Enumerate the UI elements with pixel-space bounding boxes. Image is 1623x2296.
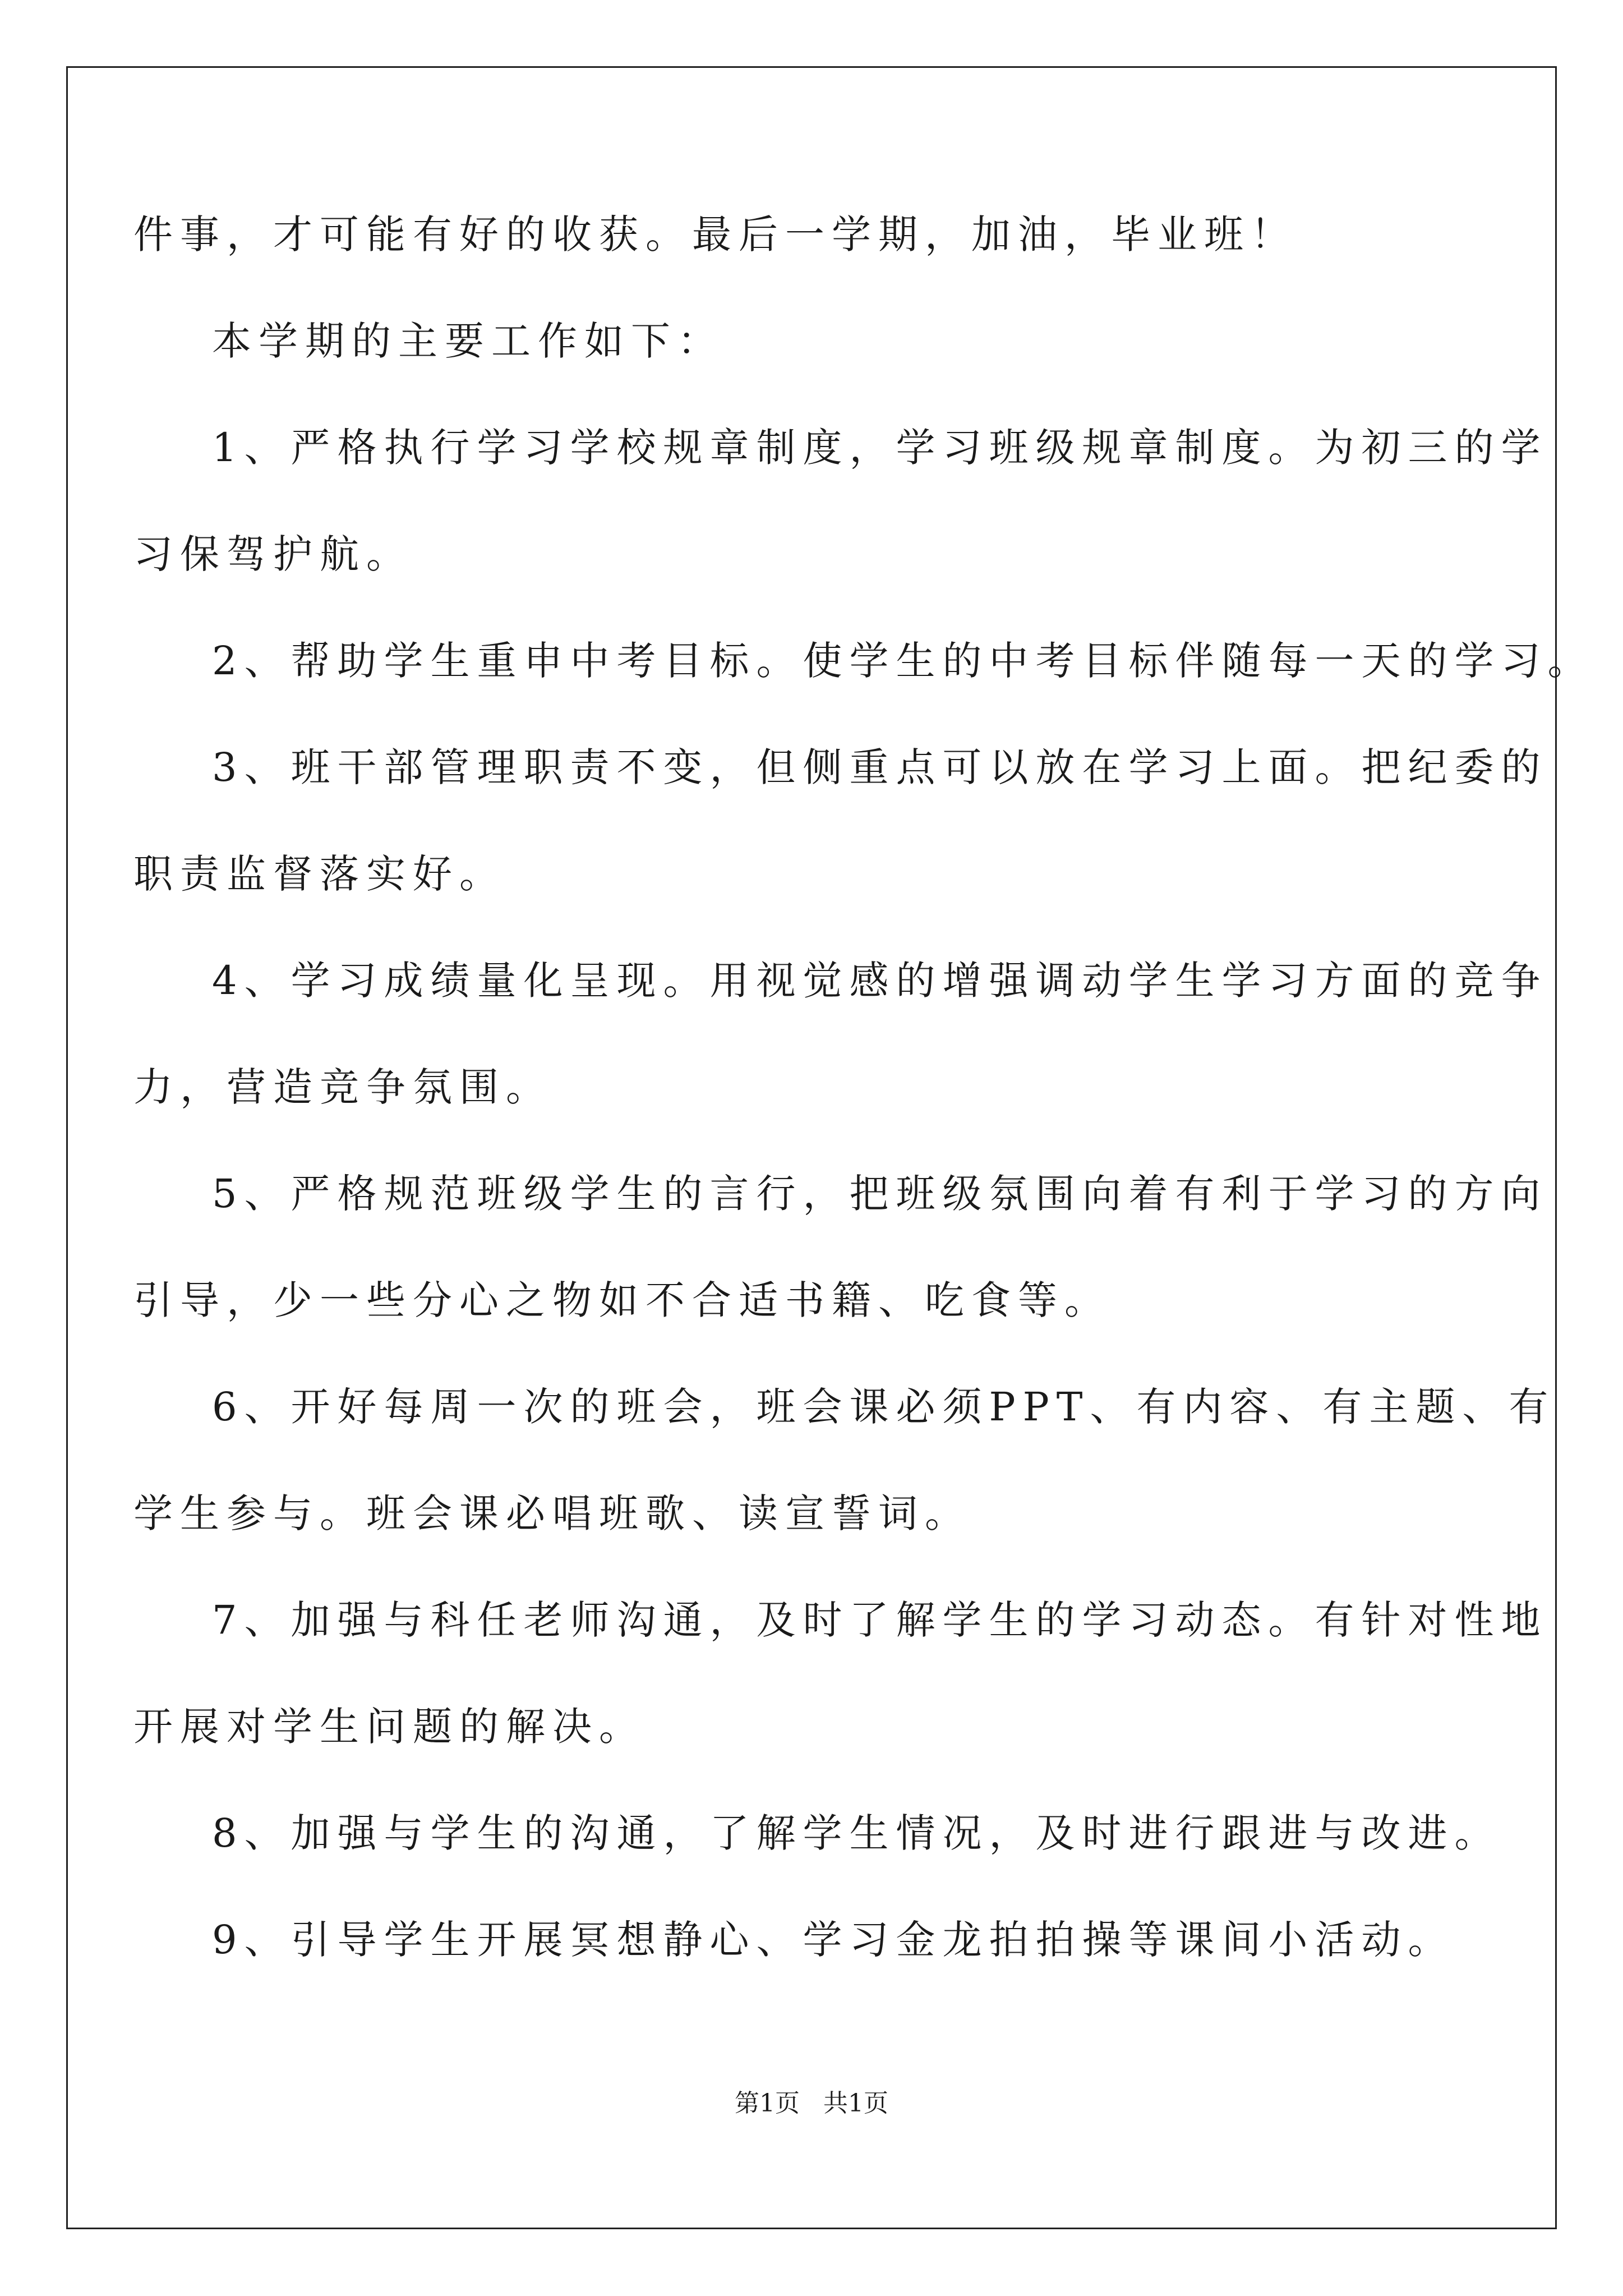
text-line: 力，营造竞争氛围。 [133,1064,552,1110]
list-item-2: 2、帮助学生重申中考目标。使学生的中考目标伴随每一天的学习。 [212,638,1594,684]
text-line: 引导，少一些分心之物如不合适书籍、吃食等。 [133,1277,1111,1323]
page-footer: 第1页 共1页 [735,2089,888,2118]
list-item-7: 7、加强与科任老师沟通，及时了解学生的学习动态。有针对性地 [212,1597,1548,1643]
text-line: 习保驾护航。 [133,531,413,577]
text-line: 职责监督落实好。 [133,851,506,897]
text-line: 开展对学生问题的解决。 [133,1704,645,1750]
list-item-3: 3、班干部管理职责不变，但侧重点可以放在学习上面。把纪委的 [212,744,1548,790]
text-line: 学生参与。班会课必唱班歌、读宣誓词。 [133,1490,971,1536]
list-item-6: 6、开好每周一次的班会，班会课必须PPT、有内容、有主题、有 [212,1384,1556,1430]
text-line: 件事，才可能有好的收获。最后一学期，加油，毕业班！ [133,211,1297,257]
list-item-1: 1、严格执行学习学校规章制度，学习班级规章制度。为初三的学 [212,425,1548,471]
page-border [66,66,1557,2229]
list-item-4: 4、学习成绩量化呈现。用视觉感的增强调动学生学习方面的竞争 [212,958,1548,1004]
section-heading: 本学期的主要工作如下： [212,318,724,364]
list-item-8: 8、加强与学生的沟通，了解学生情况，及时进行跟进与改进。 [212,1810,1501,1856]
list-item-9: 9、引导学生开展冥想静心、学习金龙拍拍操等课间小活动。 [212,1917,1455,1963]
list-item-5: 5、严格规范班级学生的言行，把班级氛围向着有利于学习的方向 [212,1171,1548,1217]
